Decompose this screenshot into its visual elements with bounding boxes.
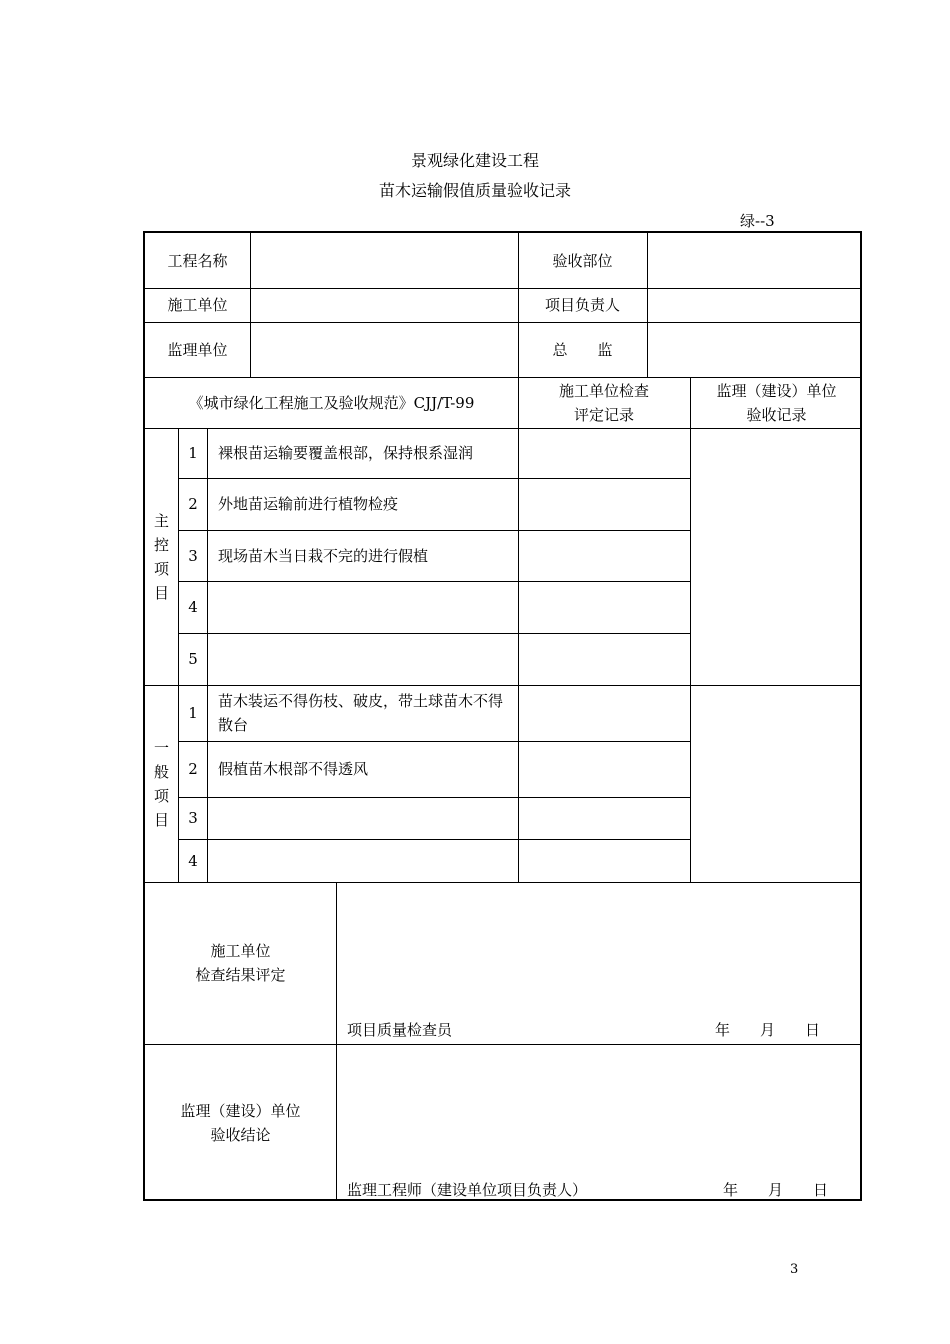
item-text[interactable]: [208, 581, 518, 633]
item-number: 2: [188, 760, 198, 778]
item-number: 3: [188, 809, 198, 827]
construction-record-cell[interactable]: [519, 839, 690, 882]
item-number: 2: [188, 495, 198, 513]
date-line: 年 月 日: [715, 1021, 821, 1039]
construction-check-header: 施工单位检查 评定记录: [558, 381, 649, 424]
item-text: 裸根苗运输要覆盖根部，保持根系湿润: [218, 444, 474, 462]
construction-result-label: 施工单位 检查结果评定: [195, 942, 286, 984]
construction-record-cell[interactable]: [519, 428, 690, 478]
title-line2: 苗木运输假值质量验收记录: [378, 181, 571, 200]
project-name-field[interactable]: [251, 233, 518, 288]
supervision-check-header: 监理（建设）单位 验收记录: [716, 381, 837, 424]
item-text: 现场苗木当日栽不完的进行假植: [218, 546, 429, 565]
item-text[interactable]: [208, 797, 518, 839]
supervision-unit-label: 监理单位: [167, 340, 228, 359]
acceptance-part-label: 验收部位: [552, 251, 613, 270]
acceptance-part-field[interactable]: [648, 233, 862, 288]
item-number: 5: [188, 650, 198, 668]
project-leader-label: 项目负责人: [544, 296, 620, 314]
item-number: 4: [188, 851, 198, 870]
title-line1: 景观绿化建设工程: [410, 151, 539, 170]
construction-record-cell[interactable]: [519, 741, 690, 797]
construction-record-cell[interactable]: [519, 478, 690, 530]
date-line: 年 月 日: [723, 1181, 829, 1199]
item-text: 苗木装运不得伤枝、破皮，带土球苗木不得散台: [218, 692, 504, 734]
construction-record-cell[interactable]: [519, 530, 690, 581]
construction-record-cell[interactable]: [519, 797, 690, 839]
main-items-group-label: 主控项目: [153, 511, 169, 602]
project-leader-field[interactable]: [648, 288, 862, 322]
construction-record-cell[interactable]: [519, 581, 690, 633]
project-name-label: 工程名称: [167, 251, 228, 270]
supervision-conclusion-label: 监理（建设）单位 验收结论: [180, 1101, 301, 1144]
general-items-group-label: 一般项目: [153, 738, 169, 829]
standard-reference: 《城市绿化工程施工及验收规范》CJJ/T-99: [188, 393, 475, 412]
item-text[interactable]: [208, 839, 518, 882]
supervision-conclusion-field[interactable]: [337, 1044, 862, 1201]
construction-unit-field[interactable]: [251, 288, 518, 322]
construction-record-cell[interactable]: [519, 685, 690, 741]
construction-record-cell[interactable]: [519, 633, 690, 685]
general-items-supervision-record[interactable]: [691, 685, 862, 882]
form-code: 绿--3: [740, 212, 775, 230]
construction-unit-label: 施工单位: [167, 296, 228, 314]
chief-supervisor-label: 总 监: [552, 340, 613, 359]
item-text: 外地苗运输前进行植物检疫: [218, 495, 399, 513]
item-text: 假植苗木根部不得透风: [218, 760, 369, 778]
item-number: 1: [188, 704, 198, 722]
supervision-unit-field[interactable]: [251, 322, 518, 377]
item-number: 1: [188, 444, 198, 462]
chief-supervisor-field[interactable]: [648, 322, 862, 377]
supervisor-label: 监理工程师（建设单位项目负责人）: [347, 1181, 588, 1199]
quality-inspector-label: 项目质量检查员: [347, 1021, 453, 1039]
item-number: 3: [188, 546, 198, 565]
main-items-supervision-record[interactable]: [691, 428, 862, 685]
item-text[interactable]: [208, 633, 518, 685]
item-number: 4: [188, 598, 198, 616]
acceptance-form-table: [143, 231, 862, 1201]
page-number: 3: [790, 1262, 799, 1277]
